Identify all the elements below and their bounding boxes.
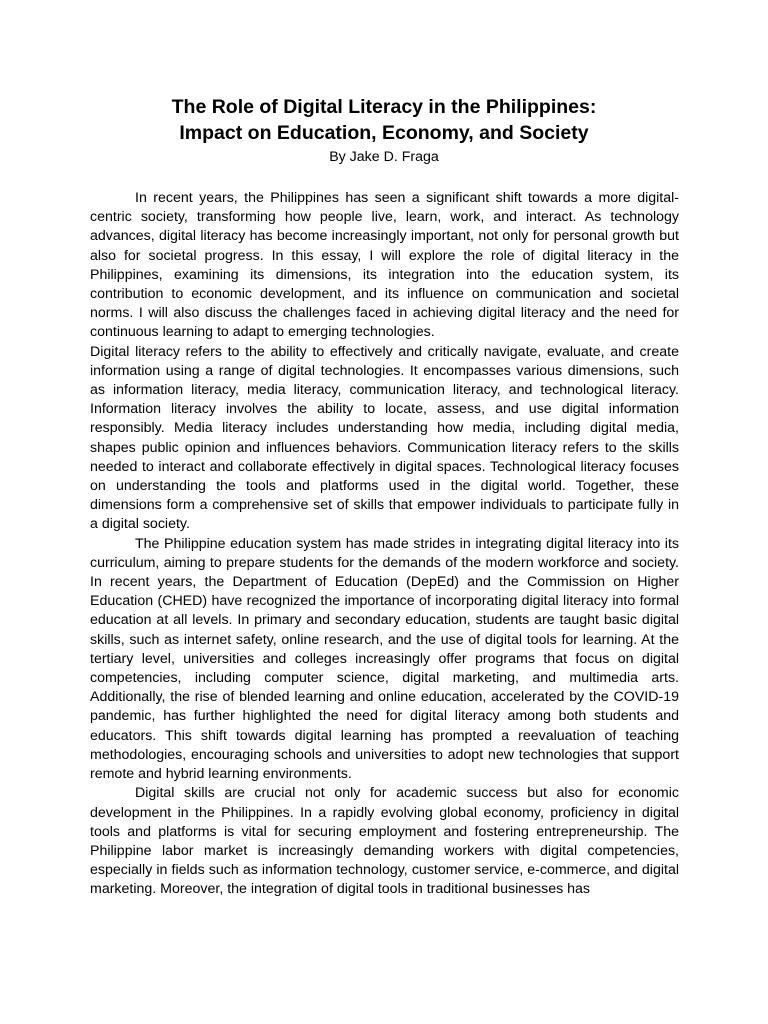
document-title-line-1: The Role of Digital Literacy in the Philippines:	[171, 96, 597, 118]
paragraph-economy: Digital skills are crucial not only for academic success but also for economic development in the Philippines. In a rapidly evolving global economy, proficiency in digital tools and platforms is vital for securing employment and fostering entrepreneurship. The Philippine labor market is increasingly demanding workers with digital competencies, especially in fields such as information technology, customer service, e-commerce, and digital marketing. Moreover, the integration of digital tools in traditional businesses has	[90, 785, 679, 898]
document-body	[90, 189, 679, 900]
author-byline: By Jake D. Fraga	[329, 149, 439, 165]
paragraph-education: The Philippine education system has made strides in integrating digital literacy into its curriculum, aiming to prepare students for the demands of the modern workforce and society. In recent years, the Department of Education (DepEd) and the Commission on Higher Education (CHED) have recognized the importance of incorporating digital literacy into formal education at all levels. In primary and secondary education, students are taught basic digital skills, such as internet safety, online research, and the use of digital tools for learning. At the tertiary level, universities and colleges increasingly offer programs that focus on digital competencies, including computer science, digital marketing, and multimedia arts. Additionally, the rise of blended learning and online education, accelerated by the COVID-19 pandemic, has further highlighted the need for digital literacy among both students and educators. This shift towards digital learning has prompted a reevaluation of teaching methodologies, encouraging schools and universities to adopt new technologies that support remote and hybrid learning environments.	[90, 535, 679, 783]
paragraph-introduction: In recent years, the Philippines has seen a significant shift towards a more digital-centric society, transforming how people live, learn, work, and interact. As technology advances, digital literacy has become increasingly important, not only for personal growth but also for societal progress. In this essay, I will explore the role of digital literacy in the Philippines, examining its dimensions, its integration into the education system, its contribution to economic development, and its influence on communication and societal norms. I will also discuss the challenges faced in achieving digital literacy and the need for continuous learning to adapt to emerging technologies.	[90, 190, 679, 341]
paragraph-definition: Digital literacy refers to the ability to effectively and critically navigate, evaluate, and create information using a range of digital technologies. It encompasses various dimensions, such as information literacy, media literacy, communication literacy, and technological literacy. Information literacy involves the ability to locate, assess, and use digital information responsibly. Media literacy includes understanding how media, including digital media, shapes public opinion and influences behaviors. Communication literacy refers to the skills needed to interact and collaborate effectively in digital spaces. Technological literacy focuses on understanding the tools and platforms used in the digital world. Together, these dimensions form a comprehensive set of skills that empower individuals to participate fully in a digital society.	[90, 343, 679, 533]
document-title-line-2: Impact on Education, Economy, and Society	[179, 122, 589, 144]
